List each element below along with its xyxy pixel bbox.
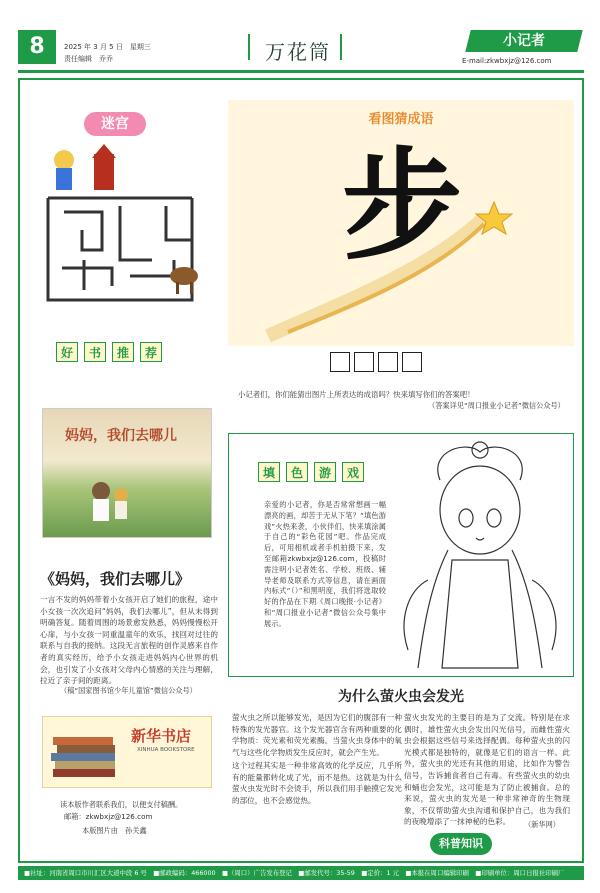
bookstore-ad	[42, 716, 212, 788]
book-source: （稿“国家图书馆少年儿童馆”微信公众号）	[60, 686, 197, 695]
science-tag: 科普知识	[430, 833, 492, 855]
book-description: 一言不发的妈妈带着小女孩开启了她们的旅程，途中小女孩一次次追问“妈妈，我们去哪儿”，但从未得到明确答复。随着周围的场景愈发熟悉，妈妈慢慢松开心扉，与小女孩一同重温童年的欢乐，找回对过往的联系与自我的接纳。这段无言旅程的创作灵感来自作者的真实经历，给予小女孩走进妈妈内心世界的机会，也引发了小女孩对父母内心情感的关注与理解，拉近了亲子间的距离。	[40, 595, 218, 686]
bookstore-name: 新华书店	[131, 727, 192, 745]
section-title: 万花筒	[265, 40, 331, 64]
answer-box[interactable]	[378, 352, 398, 372]
idiom-character: 步	[342, 135, 462, 276]
maze-image	[42, 140, 202, 310]
book-title: 《妈妈，我们去哪儿》	[40, 570, 191, 588]
contact-note: 读本版作者联系我们，以便支付稿酬。	[60, 800, 183, 809]
label-char: 游	[314, 462, 336, 482]
idiom-title: 看图猜成语	[368, 112, 434, 127]
book-cover	[42, 408, 212, 538]
bookstore-english: XINHUA BOOKSTORE	[137, 747, 195, 753]
answer-box[interactable]	[330, 352, 350, 372]
coloring-text: 亲爱的小记者，你是否常常想画一幅漂亮的画，却苦于无从下笔？“填色游戏”火热来袭，小伙伴们，快来填涂属于自己的“彩色花园”吧。作品完成后，可用相机或者手机拍摄下来，发至邮箱zkwbxjz@126.com，投稿时需注明小记者姓名、学校、班级、辅导老师及联系方式等信息，请在画面内标式“（）”和黑明度，我们将选取较好的作品在下期《周口晚报·小记者》和“周口报业小记者”微信公众号集中展示。	[264, 500, 386, 628]
editor-line: 责任编辑 乔乔	[64, 55, 113, 63]
idiom-question: 小记者们，你们能猜出图片上所表达的成语吗？快来填写你们的答案吧！	[238, 390, 475, 399]
header-email: E-mail:zkwbxjz@126.com	[462, 57, 552, 65]
book-cover-title: 妈妈，我们去哪儿	[65, 428, 177, 444]
label-char: 填	[258, 462, 280, 482]
header-rule	[18, 70, 584, 73]
shooting-star-image	[228, 100, 574, 346]
idiom-source: （答案详见“周口报业小记者”微信公众号）	[428, 401, 565, 410]
maze-label: 迷宫	[84, 112, 146, 136]
science-paragraph-2: 这个过程其实是一种非常高效的化学反应，几乎所有的能量都转化成了光，而不是热。这就是为什么萤火虫发光时不会烫手，所以我们用手触摸它发光的部位，也不会感觉热。	[232, 761, 402, 805]
coloring-label	[258, 462, 364, 482]
books-stack-image	[47, 719, 127, 789]
section-bar-right	[340, 34, 342, 60]
answer-boxes[interactable]	[330, 352, 422, 372]
book-cover-illustration	[43, 409, 213, 539]
idiom-illustration	[228, 100, 574, 346]
answer-box[interactable]	[354, 352, 374, 372]
image-credit: 本版图片由 孙关鑫	[82, 826, 147, 835]
answer-box[interactable]	[402, 352, 422, 372]
science-paragraph-3: 萤火虫发光的主要目的是为了交流。特别是在求偶时，雄性萤火虫会发出闪光信号，而雌性萤火虫会根据这些信号来选择配偶。每种萤火虫的闪光模式都是独特的，就像是它们的语言一样。此外，萤火虫的光还有其他的用途，比如作为警告信号，告诉捕食者自己有毒。有些萤火虫的幼虫和蛹也会发光，这可能是为了防止被捕食。总的来说，萤火虫的发光是一种非常神奇的生物现象，不仅帮助萤火虫沟通和保护自己，也为我们的夜晚增添了一抹神秘的色彩。	[404, 713, 570, 827]
label-char: 好	[56, 342, 78, 362]
science-title: 为什么萤火虫会发光	[338, 689, 464, 705]
label-char: 色	[286, 462, 308, 482]
brand-badge: 小记者	[465, 30, 582, 52]
science-source: （新华网）	[524, 820, 560, 829]
label-char: 戏	[342, 462, 364, 482]
date-line: 2025 年 3 月 5 日 星期三	[64, 43, 151, 51]
contact-mail: 邮箱：zkwbxjz@126.com	[64, 812, 153, 821]
recommend-label	[56, 342, 162, 362]
label-char: 书	[84, 342, 106, 362]
science-paragraph-1: 萤火虫之所以能够发光，是因为它们的腹部有一种特殊的发光器官。这个发光器官含有两种重要的化学物质：荧光素和荧光素酶。当萤火虫身体中的氧气与这些化学物质发生反应时，就会产生光。	[232, 713, 402, 757]
section-bar-left	[248, 34, 250, 60]
page-footer: ■社址：河南省周口市川汇区大道中段 6 号 ■邮政编码：466000 ■（周口）广告发布登记 ■邮发代号：35-59 ■定价：1 元 ■本报在周口编辑印刷 ■印刷单位：周口日报社印刷厂	[18, 866, 584, 880]
page-header	[0, 0, 600, 78]
label-char: 推	[112, 342, 134, 362]
label-char: 荐	[140, 342, 162, 362]
coloring-drawing	[388, 440, 572, 672]
page-number: 8	[18, 30, 56, 64]
